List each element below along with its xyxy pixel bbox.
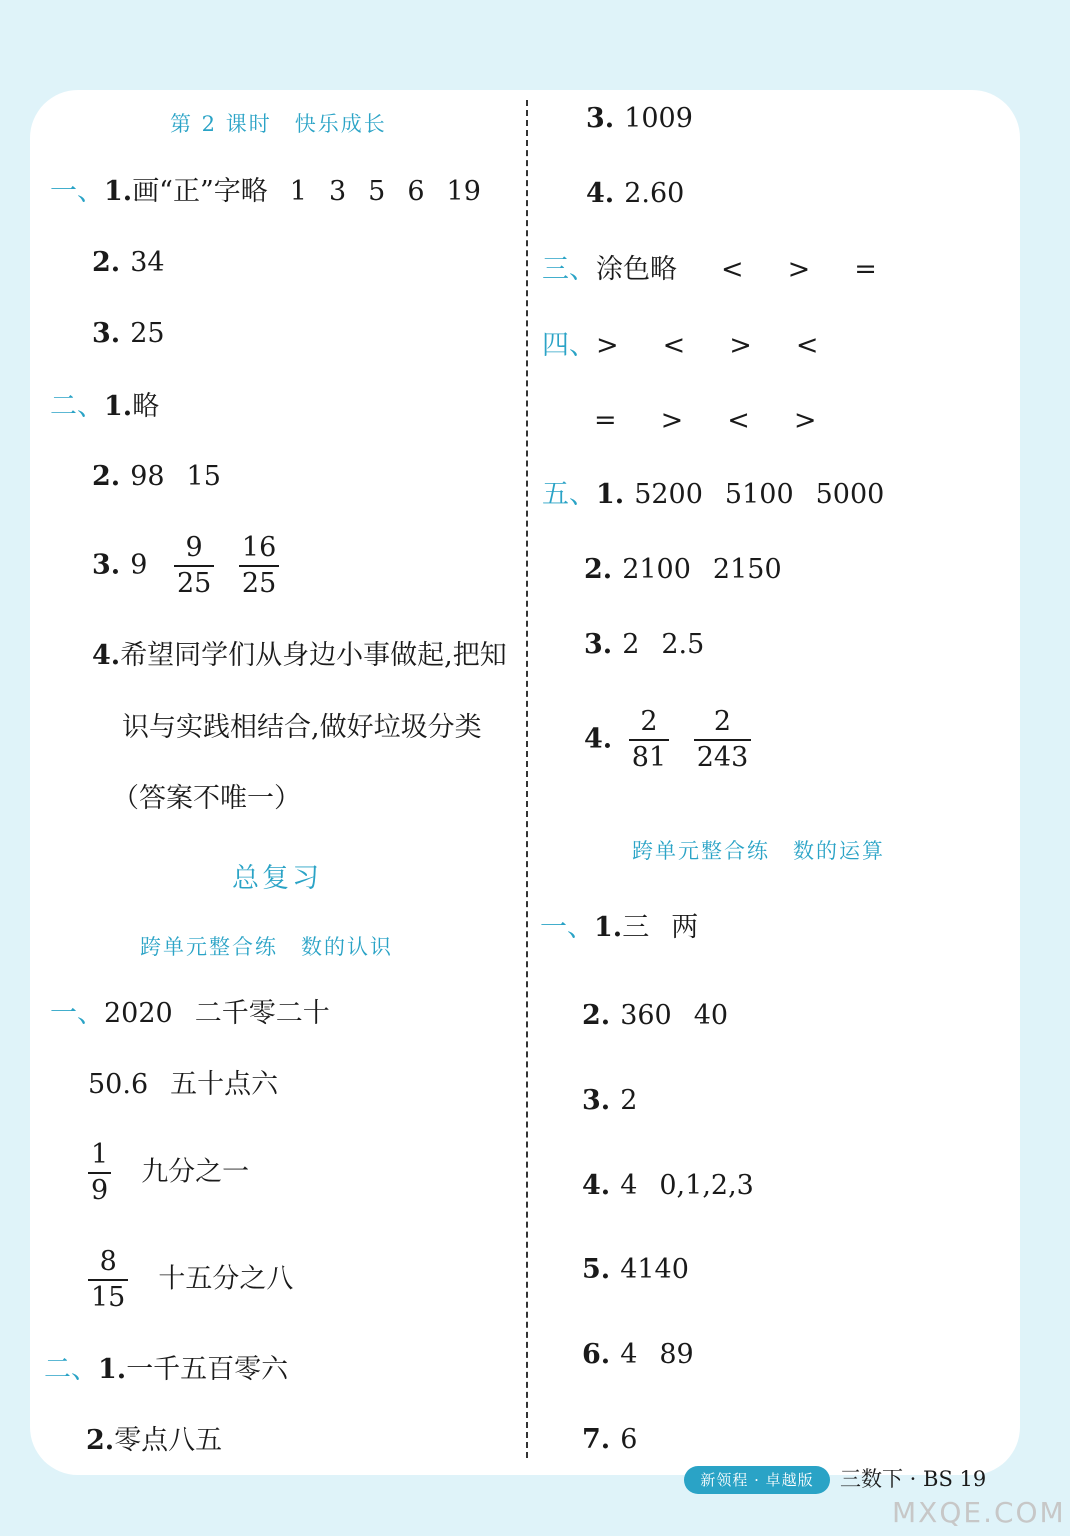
comparison-sign: > xyxy=(660,405,684,436)
answer-value: 2100 xyxy=(622,554,691,585)
review-subheading: 跨单元整合练 数的认识 xyxy=(140,935,393,959)
answer-value: 6 xyxy=(407,176,425,207)
answer-text-line: 识与实践相结合,做好垃圾分类 xyxy=(122,712,482,743)
answer-text: 34 xyxy=(130,247,165,278)
series-badge: 新领程 · 卓越版 xyxy=(684,1466,830,1494)
section-marker: 一、 xyxy=(50,176,104,207)
answer-row xyxy=(80,1140,249,1206)
answer-value: 两 xyxy=(671,912,699,943)
answer-row xyxy=(582,1339,694,1371)
answer-text-line: （答案不唯一） xyxy=(112,783,301,814)
item-number: 4. xyxy=(584,723,613,755)
answer-row xyxy=(582,1085,637,1117)
item-number: 4. xyxy=(586,178,615,209)
answer-row xyxy=(586,178,684,210)
fraction xyxy=(239,533,279,599)
answer-value: 5100 xyxy=(724,479,794,510)
answer-value: 5200 xyxy=(634,479,703,510)
answer-text: 二千零二十 xyxy=(194,998,330,1029)
answer-value: 6 xyxy=(620,1424,638,1455)
answer-row xyxy=(582,1000,728,1032)
answer-value: 2.60 xyxy=(624,178,685,209)
answer-value: 1 xyxy=(289,176,307,207)
answer-value: 19 xyxy=(446,176,481,207)
answer-row xyxy=(88,1069,278,1101)
answer-row xyxy=(540,912,698,944)
answer-text: 零点八五 xyxy=(114,1425,223,1456)
answer-row xyxy=(50,391,159,423)
item-number: 2. xyxy=(86,1425,115,1456)
answer-row xyxy=(542,479,884,511)
answer-row xyxy=(92,533,287,599)
section-marker: 三、 xyxy=(542,254,596,285)
item-number: 3. xyxy=(92,549,121,581)
comparison-sign: < xyxy=(662,330,686,361)
answer-value: 50.6 xyxy=(88,1069,149,1100)
item-number: 3. xyxy=(584,629,613,660)
comparison-sign: < xyxy=(721,254,744,285)
item-number: 7. xyxy=(582,1424,611,1455)
fraction-denominator: 15 xyxy=(91,1282,126,1313)
answer-row xyxy=(92,318,165,350)
answer-row xyxy=(584,707,759,773)
fraction-denominator: 25 xyxy=(176,568,212,599)
answer-row xyxy=(582,1424,637,1456)
answer-row xyxy=(92,247,165,279)
item-number: 3. xyxy=(582,1085,611,1116)
column-divider xyxy=(526,100,528,1458)
answer-text: 涂色略 xyxy=(596,254,677,285)
answer-row xyxy=(584,629,704,661)
answer-text: 九分之一 xyxy=(141,1156,250,1188)
item-number: 1. xyxy=(596,479,625,510)
fraction-numerator: 8 xyxy=(99,1246,117,1277)
answer-text: 25 xyxy=(130,318,165,349)
section-marker: 一、 xyxy=(50,998,104,1029)
section-marker: 四、 xyxy=(542,330,596,361)
answer-text: 十五分之八 xyxy=(158,1263,294,1295)
watermark-text: MXQE.COM xyxy=(892,1496,1066,1529)
comparison-sign: > xyxy=(596,330,619,361)
answer-value: 5000 xyxy=(815,479,885,510)
item-number: 1. xyxy=(104,176,133,207)
item-number: 3. xyxy=(92,318,121,349)
answer-value: 4140 xyxy=(620,1254,689,1285)
item-number: 2. xyxy=(584,554,613,585)
item-number: 1. xyxy=(98,1354,127,1385)
fraction-numerator: 16 xyxy=(241,532,277,563)
item-number: 2. xyxy=(92,461,121,492)
answer-value: 三 xyxy=(622,912,650,943)
answer-value: 1009 xyxy=(624,103,693,134)
answer-row xyxy=(50,998,330,1030)
answer-value: 4 xyxy=(620,1170,638,1201)
fraction-numerator: 2 xyxy=(713,706,732,737)
calc-heading: 跨单元整合练 数的运算 xyxy=(632,839,885,863)
answer-text: 画“正”字略 xyxy=(132,176,268,207)
answer-value: 2 xyxy=(620,1085,638,1116)
item-number: 4. xyxy=(92,640,121,671)
answer-value: 9 xyxy=(130,549,148,581)
answer-row xyxy=(92,461,221,493)
answer-row xyxy=(542,330,819,362)
answer-row xyxy=(542,254,877,286)
comparison-sign: > xyxy=(729,330,752,361)
lesson-heading: 第 2 课时 快乐成长 xyxy=(170,112,387,136)
fraction-denominator: 81 xyxy=(631,742,667,773)
answer-value: 40 xyxy=(693,1000,729,1031)
fraction-numerator: 9 xyxy=(185,532,203,563)
answer-text: 略 xyxy=(132,391,160,422)
answer-text: 五十点六 xyxy=(170,1069,279,1100)
comparison-sign: < xyxy=(727,405,750,436)
answer-value: 360 xyxy=(620,1000,672,1031)
review-heading: 总复习 xyxy=(232,863,322,894)
fraction xyxy=(88,1247,128,1313)
answer-value: 4 xyxy=(620,1339,638,1370)
answer-row xyxy=(92,640,507,672)
section-marker: 五、 xyxy=(542,479,596,510)
answer-value: 3 xyxy=(328,176,347,207)
answer-value: 2 xyxy=(622,629,640,660)
fraction xyxy=(694,707,752,773)
answer-value: 2020 xyxy=(104,998,173,1029)
answer-row xyxy=(80,1247,293,1313)
answer-row xyxy=(50,176,481,208)
page-info: 三数下 · BS 19 xyxy=(840,1467,987,1491)
section-marker: 二、 xyxy=(44,1354,98,1385)
answer-value: 2.5 xyxy=(661,629,705,660)
section-marker: 一、 xyxy=(540,912,594,943)
fraction-denominator: 9 xyxy=(91,1175,109,1206)
answer-row xyxy=(582,1254,689,1286)
item-number: 5. xyxy=(582,1254,611,1285)
fraction xyxy=(629,707,669,773)
fraction xyxy=(88,1140,111,1206)
answer-text: 一千五百零六 xyxy=(126,1354,289,1385)
answer-row xyxy=(584,554,782,586)
answer-value: 0,1,2,3 xyxy=(659,1170,754,1201)
comparison-sign: = xyxy=(594,405,617,436)
answer-value: 98 xyxy=(130,461,165,492)
item-number: 3. xyxy=(586,103,615,134)
fraction-numerator: 1 xyxy=(91,1139,109,1170)
comparison-sign: > xyxy=(787,254,811,285)
fraction-denominator: 243 xyxy=(696,742,749,773)
item-number: 2. xyxy=(92,247,121,278)
answer-row xyxy=(586,103,693,135)
answer-value: 5 xyxy=(368,176,386,207)
item-number: 1. xyxy=(104,391,133,422)
item-number: 1. xyxy=(594,912,623,943)
answer-value: 89 xyxy=(659,1339,694,1370)
comparison-sign: > xyxy=(793,405,817,436)
item-number: 6. xyxy=(582,1339,611,1370)
answer-row xyxy=(44,1354,288,1386)
answer-value: 2150 xyxy=(712,554,782,585)
answer-value: 15 xyxy=(186,461,221,492)
section-marker: 二、 xyxy=(50,391,104,422)
comparison-sign: < xyxy=(795,330,819,361)
item-number: 2. xyxy=(582,1000,611,1031)
item-number: 4. xyxy=(582,1170,611,1201)
answer-row xyxy=(582,1170,754,1202)
answer-row xyxy=(594,405,817,437)
answer-text: 希望同学们从身边小事做起,把知 xyxy=(120,640,507,671)
fraction-numerator: 2 xyxy=(640,706,658,737)
answer-row xyxy=(86,1425,222,1457)
comparison-sign: = xyxy=(854,254,877,285)
fraction-denominator: 25 xyxy=(241,568,277,599)
fraction xyxy=(174,533,214,599)
